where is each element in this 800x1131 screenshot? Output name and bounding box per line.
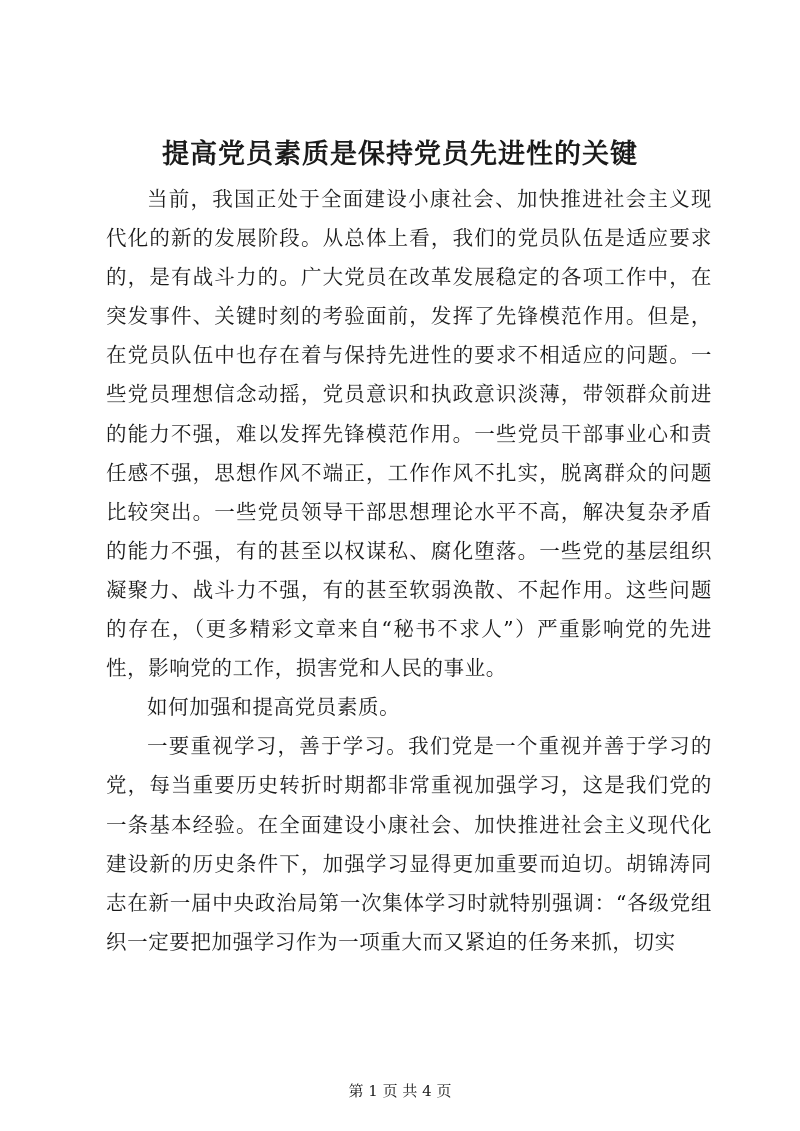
page-number-footer: 第 1 页 共 4 页 [348,1082,452,1100]
document-title: 提高党员素质是保持党员先进性的关键 [162,139,638,170]
document-body [106,180,712,962]
paragraph-2: 如何加强和提高党员素质。 [147,695,401,720]
paragraph-3: 一要重视学习，善于学习。我们党是一个重视并善于学习的党，每当重要历史转折时期都非常重视加强学习，这是我们党的一条基本经验。在全面建设小康社会、加快推进社会主义现代化建设新的历史条件下，加强学习显得更加重要而迫切。胡锦涛同志在新一届中央政治局第一次集体学习时就特别强调：“各级党组织一定要把加强学习作为一项重大而又紧迫的任务来抓，切实 [106,734,712,954]
paragraph-1: 当前，我国正处于全面建设小康社会、加快推进社会主义现代化的新的发展阶段。从总体上看，我们的党员队伍是适应要求的，是有战斗力的。广大党员在改革发展稳定的各项工作中，在突发事件、关键时刻的考验面前，发挥了先锋模范作用。但是，在党员队伍中也存在着与保持先进性的要求不相适应的问题。一些党员理想信念动摇，党员意识和执政意识淡薄，带领群众前进的能力不强，难以发挥先锋模范作用。一些党员干部事业心和责任感不强，思想作风不端正，工作作风不扎实，脱离群众的问题比较突出。一些党员领导干部思想理论水平不高，解决复杂矛盾的能力不强，有的甚至以权谋私、腐化堕落。一些党的基层组织凝聚力、战斗力不强，有的甚至软弱涣散、不起作用。这些问题的存在，（更多精彩文章来自“秘书不求人”）严重影响党的先进性，影响党的工作，损害党和人民的事业。 [106,187,712,681]
